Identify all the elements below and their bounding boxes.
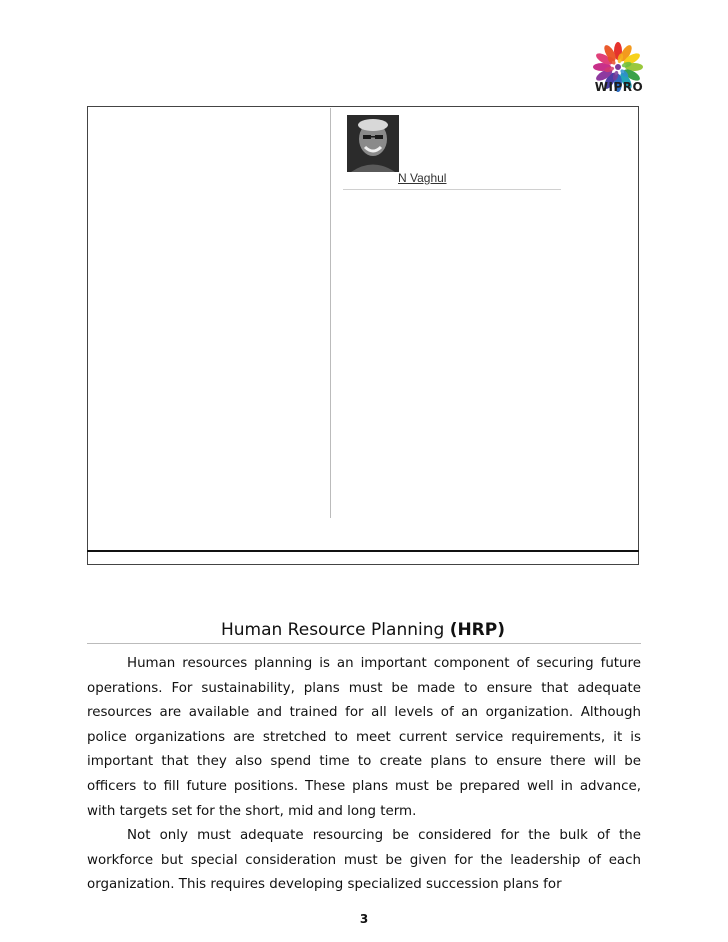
column-divider <box>330 108 331 518</box>
paragraph: Human resources planning is an important component of securing future operations. For sustainability, plans must be made to ensure that adequate resources are available and trained for all levels of an organization. Although police organizations are stretched to meet current service requirements, it is important that they also spend time to create plans to ensure there will be officers to fill future positions. These plans must be prepared well in advance, with targets set for the short, mid and long term. <box>87 656 641 819</box>
page-number: 3 <box>359 912 369 926</box>
photo-caption: N Vaghul <box>398 171 447 185</box>
section-heading-abbrev: (HRP) <box>449 620 506 640</box>
section-heading <box>87 620 639 640</box>
portrait-photo <box>347 115 399 172</box>
section-heading-text: Human Resource Planning <box>220 620 445 640</box>
heading-rule <box>87 643 641 644</box>
wipro-logo-text: WIPRO <box>594 80 644 94</box>
paragraph: Not only must adequate resourcing be considered for the bulk of the workforce but special consideration must be given for the leadership of each organization. This requires developing specialized succession plans for <box>87 828 641 893</box>
content-frame <box>87 106 639 565</box>
caption-rule <box>343 189 561 190</box>
frame-divider-line <box>87 550 639 552</box>
body-text <box>87 652 641 898</box>
